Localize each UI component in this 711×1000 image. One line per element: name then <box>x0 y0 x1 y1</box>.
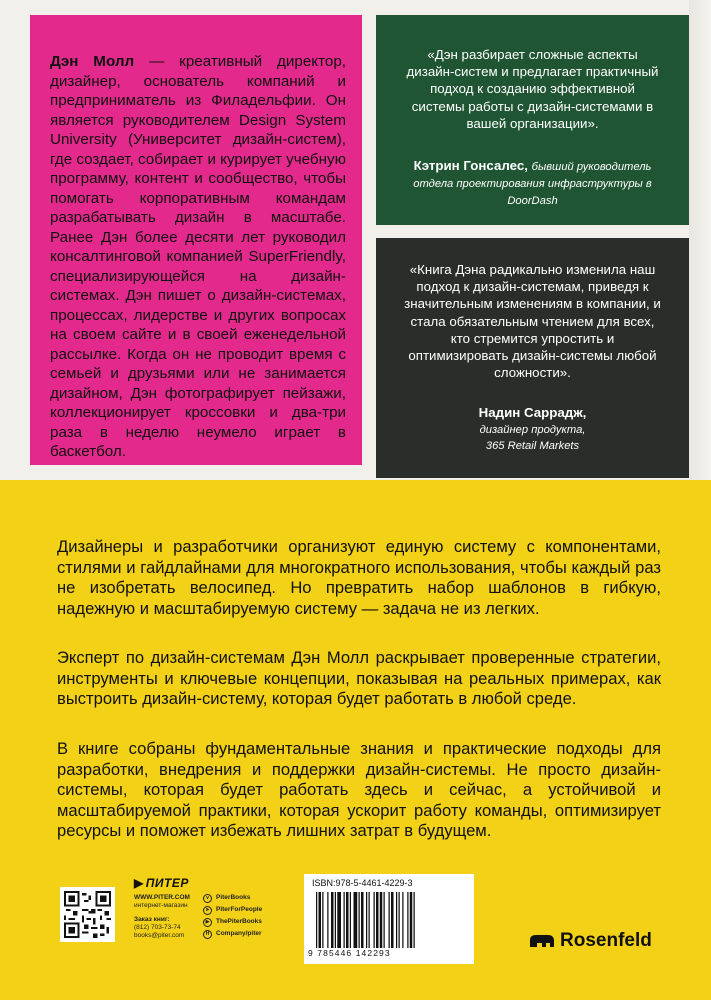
barcode-number: 9 785446 142293 <box>308 948 391 958</box>
social-habr[interactable] <box>203 928 262 940</box>
author-bio <box>50 52 346 462</box>
barcode-bar <box>414 892 415 948</box>
publisher-site-sub: интернет-магазин <box>134 902 188 909</box>
barcode-bar <box>407 892 408 948</box>
description-paragraph-1: Дизайнеры и разработчики организуют единую систему с компонентами, стилями и гайдлайнами для многократного использования, чтобы каждый раз не изобретать велосипед. Но превратить набор шаблонов в гибкую, надежную и масштабируемую систему — задача не из легких. <box>57 537 661 618</box>
quote-panel-2 <box>376 238 689 478</box>
barcode-bar <box>399 892 400 948</box>
barcode-bar <box>344 892 345 948</box>
publisher-site[interactable]: WWW.PITER.COM <box>134 894 190 901</box>
quote-text-1: «Дэн разбирает сложные аспекты дизайн-систем и предлагает практичный подход к созданию эффективной системы работы с дизайн-системами в вашей организации». <box>406 47 659 131</box>
barcode-bar <box>376 892 379 948</box>
barcode-bar <box>350 892 351 948</box>
imprint-name: Rosenfeld <box>560 930 652 951</box>
isbn-barcode <box>304 874 474 964</box>
barcode-bar <box>369 892 370 948</box>
quote-text-2: «Книга Дэна радикально изменила наш подход к дизайн-системам, приведя к значительным изменениям в компании, и стала обязательным чтением для всех, кто стремится упростить и оптимизировать дизайн-системы любой сложности». <box>404 262 661 381</box>
habr-icon: H <box>203 930 212 939</box>
qr-code <box>60 887 115 942</box>
barcode-bar <box>327 892 328 948</box>
social-telegram[interactable] <box>203 904 262 916</box>
publisher-phone: (812) 703-73-74 <box>134 924 181 931</box>
order-label: Заказ книг: <box>134 916 170 923</box>
vk-icon: v <box>203 894 212 903</box>
social-label: ThePiterBooks <box>216 918 262 925</box>
quote-author-1 <box>394 158 671 209</box>
social-label: Company/piter <box>216 930 262 937</box>
barcode <box>314 892 464 948</box>
author-name: Дэн Молл <box>50 53 135 70</box>
quote-role-2: дизайнер продукта, 365 Retail Markets <box>479 424 586 452</box>
barcode-bar <box>389 892 390 948</box>
barcode-bar <box>319 892 322 948</box>
youtube-icon: ▶ <box>203 918 212 927</box>
author-bio-text: — креативный директор, дизайнер, основатель компаний и предприниматель из Филадельфии. Он является руководителем Design System University (Университет дизайн-систем), где создает, собирает и курирует учебную программу, контент и сообщество, чтобы помогать корпоративным командам разрабатывать дизайн в масштабе. Ранее Дэн более десяти лет руководил консалтинговой компанией SuperFriendly, специализирующейся на дизайн-системах. Дэн пишет о дизайн-системах, процессах, лидерстве и других вопросах на своем сайте и в своей еженедельной рассылке. Когда он не проводит время с семьей и друзьями или не занимается дизайном, Дэн фотографирует пейзажи, коллекционирует кроссовки и два-три раза в неделю неумело играет в баскетбол. <box>50 53 346 460</box>
barcode-bar <box>346 892 349 948</box>
barcode-bar <box>391 892 394 948</box>
publisher-info <box>134 894 190 940</box>
barcode-bar <box>366 892 367 948</box>
quote-role-1: бывший руководитель отдела проектирования инфраструктуры в DoorDash <box>413 161 652 207</box>
isbn-label: ISBN:978-5-4461-4229-3 <box>312 878 413 888</box>
social-label: PiterForPeople <box>216 906 263 913</box>
barcode-bar <box>374 892 375 948</box>
barcode-bar <box>316 892 317 948</box>
imprint-logo <box>528 930 652 952</box>
barcode-bar <box>361 892 364 948</box>
barcode-bar <box>380 892 383 948</box>
barcode-bar <box>410 892 413 948</box>
author-panel <box>30 15 362 465</box>
telegram-icon: ➤ <box>203 906 212 915</box>
barcode-bar <box>384 892 385 948</box>
barcode-bar <box>359 892 360 948</box>
quote-author-name-1: Кэтрин Гонсалес, <box>413 158 528 173</box>
quote-panel-1 <box>376 15 689 225</box>
publisher-logo-icon: ▶ <box>134 876 144 890</box>
social-vk[interactable] <box>203 892 262 904</box>
rosenfeld-elephant-icon <box>528 933 556 949</box>
publisher-logo-text: ПИТЕР <box>145 876 189 890</box>
barcode-bar <box>402 892 403 948</box>
description-paragraph-3: В книге собраны фундаментальные знания и практические подходы для разработки, внедрения и поддержки дизайн-системы. Не просто дизайн-системы, которая будет работать здесь и сейчас, а устойчивой и масштабируемой практики, которая ускорит работу команды, оптимизирует ресурсы и поможет избежать лишних затрат в будущем. <box>57 739 661 840</box>
barcode-bar <box>331 892 334 948</box>
publisher-logo <box>134 876 189 890</box>
barcode-bar <box>396 892 397 948</box>
barcode-bar <box>337 892 341 948</box>
quote-author-2: Надин Саррадж, <box>478 405 587 420</box>
social-label: PiterBooks <box>216 894 251 901</box>
social-youtube[interactable] <box>203 916 262 928</box>
barcode-bar <box>335 892 336 948</box>
barcode-bar <box>354 892 358 948</box>
publisher-socials <box>203 892 262 940</box>
description-paragraph-2: Эксперт по дизайн-системам Дэн Молл раскрывает проверенные стратегии, инструменты и ключевые концепции, показывая на реальных примерах, как выстроить дизайн-систему, которая будет работать в любой среде. <box>57 648 661 708</box>
barcode-bar <box>322 892 323 948</box>
page-edge <box>689 0 711 480</box>
publisher-email[interactable]: books@piter.com <box>134 932 185 939</box>
